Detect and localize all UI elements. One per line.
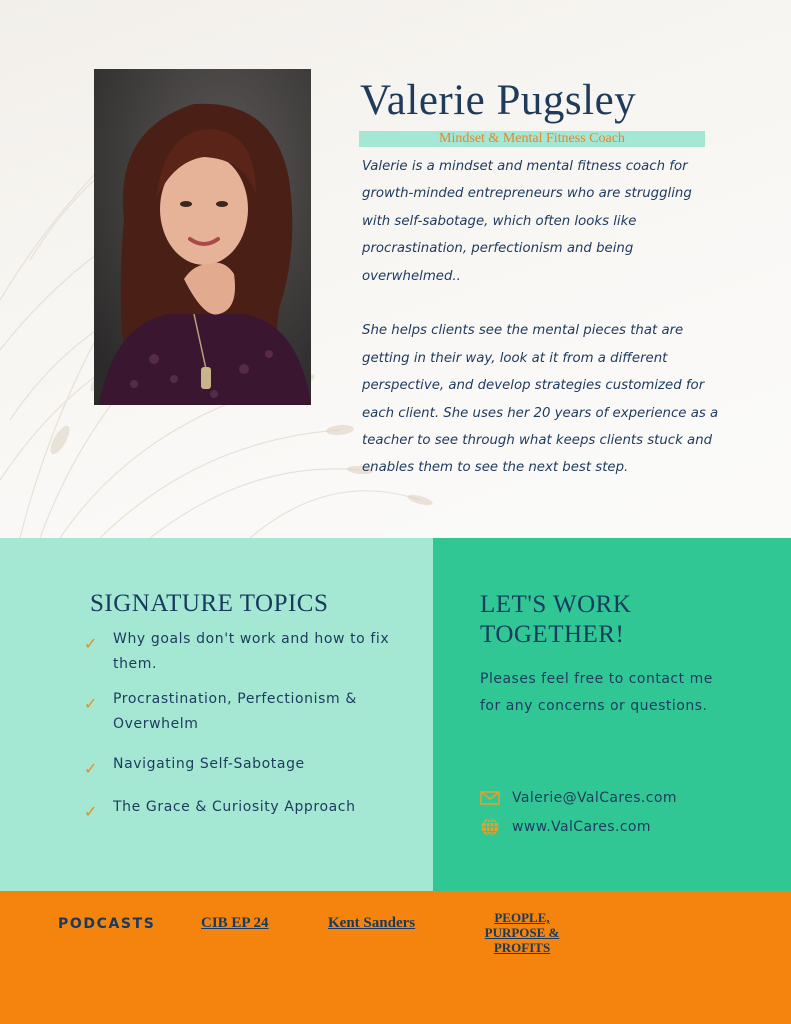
- contact-message: Pleases feel free to contact me for any concerns or questions.: [480, 671, 713, 714]
- topic-label: Navigating Self-Sabotage: [113, 756, 305, 772]
- checkmark-icon: ✓: [84, 759, 99, 778]
- portrait-photo: [94, 69, 311, 405]
- topic-label: The Grace & Curiosity Approach: [113, 799, 356, 815]
- coach-title: Mindset & Mental Fitness Coach: [439, 131, 625, 146]
- signature-topics-heading: SIGNATURE TOPICS: [90, 590, 329, 617]
- bio-paragraph: Valerie is a mindset and mental fitness coach for growth-minded entrepreneurs who are struggling with self-sabotage, which often looks like procrastination, perfectionism and being overwhelmed..: [362, 159, 692, 284]
- website-link[interactable]: www.ValCares.com: [512, 819, 651, 835]
- podcast-link-people-purpose-profits[interactable]: PEOPLE, PURPOSE & PROFITS: [484, 910, 560, 955]
- website-row[interactable]: [480, 817, 651, 837]
- topic-item: [84, 627, 404, 677]
- bio-paragraph: She helps clients see the mental pieces that are getting in their way, look at it from a different perspective, and develop strategies customized for each client. She uses her 20 years of experience as a teacher to see through what keeps clients stuck and enables them to see the next best step.: [362, 323, 719, 476]
- portrait-illustration: [94, 69, 311, 405]
- coach-name: Valerie Pugsley: [360, 77, 637, 124]
- checkmark-icon: ✓: [84, 802, 99, 821]
- podcast-link-cib[interactable]: CIB EP 24: [201, 915, 269, 931]
- checkmark-icon: ✓: [84, 634, 99, 653]
- contact-heading: LET'S WORK TOGETHER!: [480, 591, 632, 648]
- globe-icon: [480, 817, 500, 837]
- envelope-icon: [480, 791, 500, 805]
- topic-label: Why goals don't work and how to fix them.: [113, 631, 390, 672]
- topic-label: Procrastination, Perfectionism & Overwhelm: [113, 691, 357, 732]
- email-link[interactable]: Valerie@ValCares.com: [512, 790, 677, 806]
- podcast-link-kent-sanders[interactable]: Kent Sanders: [328, 915, 416, 931]
- checkmark-icon: ✓: [84, 694, 99, 713]
- topic-item: [84, 687, 404, 737]
- email-row[interactable]: [480, 788, 677, 808]
- topic-item: [84, 795, 404, 820]
- bio-text: [362, 153, 722, 482]
- topic-item: [84, 752, 404, 777]
- podcasts-footer: [0, 891, 791, 1024]
- podcasts-label: PODCASTS: [58, 916, 156, 932]
